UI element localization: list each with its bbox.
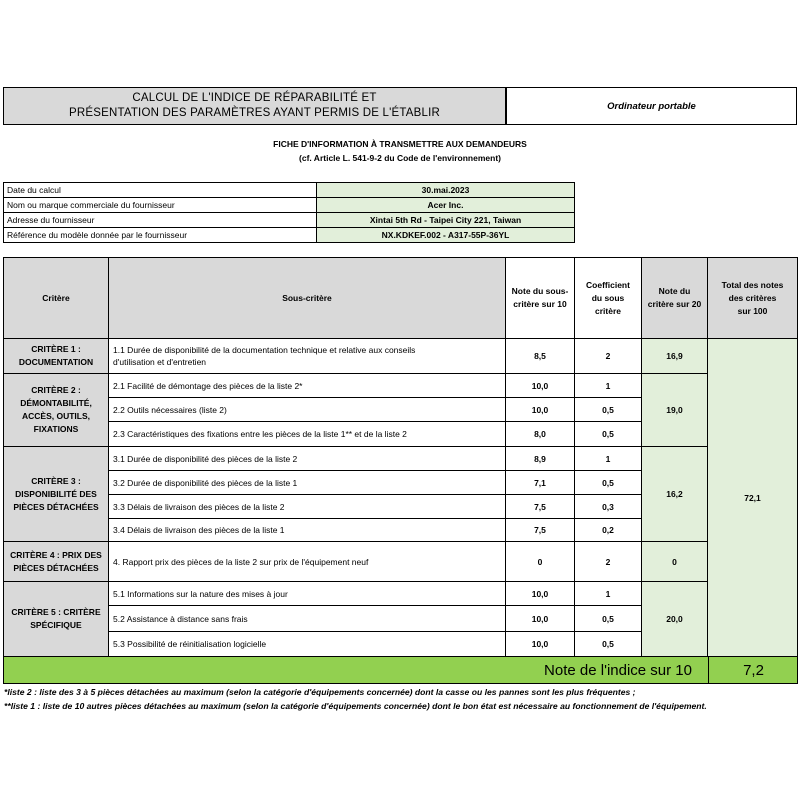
info-label: Référence du modèle donnée par le fournisseur	[4, 228, 317, 243]
criterion-4-note: 0	[641, 541, 708, 582]
sub-criterion-note: 8,0	[505, 421, 575, 447]
criterion-1	[3, 338, 109, 374]
criterion-2-note: 19,0	[641, 373, 708, 447]
criterion-2-line: CRITÈRE 2 :	[31, 385, 81, 395]
criterion-2-line: FIXATIONS	[33, 424, 79, 434]
criterion-5	[3, 581, 109, 657]
info-label: Nom ou marque commerciale du fournisseur	[4, 198, 317, 213]
header-coefficient-line: critère	[595, 305, 621, 316]
sub-criterion-note: 10,0	[505, 605, 575, 632]
sub-criterion-label: 2.1 Facilité de démontage des pièces de la liste 2*	[108, 373, 506, 398]
header-coefficient-line: du sous	[591, 292, 625, 303]
sub-criterion-label: 4. Rapport prix des pièces de la liste 2 sur prix de l'équipement neuf	[108, 541, 506, 582]
sub-criterion-line: d'utilisation et d'entretien	[113, 357, 207, 367]
sub-criterion-coef: 0,5	[574, 397, 642, 422]
header-total-line: des critères	[728, 292, 777, 303]
header-coefficient	[574, 257, 642, 339]
final-index-value: 7,2	[708, 656, 798, 684]
sub-criterion-note: 8,9	[505, 446, 575, 471]
info-row	[4, 213, 575, 228]
sub-criterion-coef: 1	[574, 581, 642, 606]
header-sous-critere-label: Sous-critère	[282, 292, 332, 303]
sub-criterion-line: 1.1 Durée de disponibilité de la documentation technique et relative aux conseils	[113, 345, 416, 355]
info-value: 30.mai.2023	[317, 183, 575, 198]
header-total	[707, 257, 798, 339]
sub-criterion-label: 3.1 Durée de disponibilité des pièces de la liste 2	[108, 446, 506, 471]
header-total-line: Total des notes	[721, 279, 784, 290]
header-note-critere-line: Note du	[658, 286, 691, 296]
header-note-sous-line: Note du sous-	[511, 286, 569, 296]
criterion-1-line: DOCUMENTATION	[18, 357, 94, 367]
info-value: Acer Inc.	[317, 198, 575, 213]
header-total-line: sur 100	[737, 305, 768, 316]
sub-criterion-label	[108, 338, 506, 374]
sub-criterion-note: 7,1	[505, 470, 575, 495]
info-label: Date du calcul	[4, 183, 317, 198]
criterion-3	[3, 446, 109, 542]
sub-criterion-label: 5.2 Assistance à distance sans frais	[108, 605, 506, 632]
header-critere-label: Critère	[42, 292, 70, 303]
sub-criterion-label: 5.1 Informations sur la nature des mises à jour	[108, 581, 506, 606]
report-title	[3, 87, 506, 125]
criterion-3-line: PIÈCES DÉTACHÉES	[13, 501, 99, 512]
supplier-info-table	[3, 182, 575, 243]
footnote-liste-1: **liste 1 : liste de 10 autres pièces détachées au maximum (selon la catégorie d'équipements concernée) dont le bon état est nécessaire au fonctionnement de l'équipement.	[4, 701, 707, 711]
info-row	[4, 228, 575, 243]
sub-criterion-note: 0	[505, 541, 575, 582]
fiche-title: FICHE D'INFORMATION À TRANSMETTRE AUX DEMANDEURS	[273, 139, 527, 149]
final-index-row	[3, 656, 798, 684]
report-title-line1: CALCUL DE L'INDICE DE RÉPARABILITÉ ET	[132, 92, 377, 104]
sub-criterion-coef: 0,5	[574, 470, 642, 495]
sub-criterion-note: 10,0	[505, 373, 575, 398]
criterion-1-note: 16,9	[641, 338, 708, 374]
product-type: Ordinateur portable	[506, 87, 797, 125]
header-note-sous-critere	[505, 257, 575, 339]
header-note-critere	[641, 257, 708, 339]
sub-criterion-coef: 0,2	[574, 518, 642, 542]
header-critere	[3, 257, 109, 339]
info-row	[4, 183, 575, 198]
info-value: NX.KDKEF.002 - A317-55P-36YL	[317, 228, 575, 243]
fiche-reference: (cf. Article L. 541-9-2 du Code de l'environnement)	[299, 153, 501, 163]
criterion-2	[3, 373, 109, 447]
report-title-line2: PRÉSENTATION DES PARAMÈTRES AYANT PERMIS DE L'ÉTABLIR	[68, 107, 441, 119]
criterion-2-line: DÉMONTABILITÉ,	[20, 398, 92, 408]
sub-criterion-coef: 0,5	[574, 421, 642, 447]
criterion-5-line: SPÉCIFIQUE	[30, 620, 82, 630]
sub-criterion-note: 10,0	[505, 581, 575, 606]
criterion-5-line: CRITÈRE 5 : CRITÈRE	[11, 607, 101, 617]
criterion-3-line: CRITÈRE 3 :	[31, 475, 81, 486]
criterion-1-line: CRITÈRE 1 :	[31, 344, 81, 354]
criterion-4-line: CRITÈRE 4 : PRIX DES	[10, 549, 102, 560]
criterion-3-line: DISPONIBILITÉ DES	[15, 488, 97, 499]
sub-criterion-label: 5.3 Possibilité de réinitialisation logicielle	[108, 631, 506, 657]
sub-criterion-note: 10,0	[505, 631, 575, 657]
sub-criterion-note: 7,5	[505, 518, 575, 542]
sub-criterion-coef: 1	[574, 373, 642, 398]
criterion-2-line: ACCÈS, OUTILS,	[21, 411, 90, 421]
sub-criterion-coef: 0,3	[574, 494, 642, 519]
criterion-4	[3, 541, 109, 582]
info-label: Adresse du fournisseur	[4, 213, 317, 228]
sub-criterion-coef: 2	[574, 541, 642, 582]
sub-criterion-coef: 2	[574, 338, 642, 374]
header-sous-critere	[108, 257, 506, 339]
criterion-5-note: 20,0	[641, 581, 708, 657]
criterion-3-note: 16,2	[641, 446, 708, 542]
info-row	[4, 198, 575, 213]
sub-criterion-label: 3.4 Délais de livraison des pièces de la liste 1	[108, 518, 506, 542]
sub-criterion-coef: 0,5	[574, 631, 642, 657]
sub-criterion-note: 7,5	[505, 494, 575, 519]
total-score: 72,1	[707, 338, 798, 657]
info-value: Xintai 5th Rd - Taipei City 221, Taiwan	[317, 213, 575, 228]
sub-criterion-label: 2.2 Outils nécessaires (liste 2)	[108, 397, 506, 422]
final-index-label: Note de l'indice sur 10	[544, 661, 692, 679]
header-note-sous-line: critère sur 10	[513, 299, 567, 309]
criterion-4-line: PIÈCES DÉTACHÉES	[13, 562, 99, 573]
sub-criterion-label: 2.3 Caractéristiques des fixations entre les pièces de la liste 1** et de la liste 2	[108, 421, 506, 447]
header-coefficient-line: Coefficient	[586, 279, 630, 290]
sub-criterion-coef: 0,5	[574, 605, 642, 632]
sub-criterion-label: 3.2 Durée de disponibilité des pièces de la liste 1	[108, 470, 506, 495]
sub-criterion-label: 3.3 Délais de livraison des pièces de la liste 2	[108, 494, 506, 519]
sub-criterion-coef: 1	[574, 446, 642, 471]
sub-criterion-note: 8,5	[505, 338, 575, 374]
sub-criterion-note: 10,0	[505, 397, 575, 422]
footnote-liste-2: *liste 2 : liste des 3 à 5 pièces détachées au maximum (selon la catégorie d'équipements concernée) dont la casse ou les pannes sont les plus fréquentes ;	[4, 687, 636, 697]
header-note-critere-line: critère sur 20	[647, 299, 702, 309]
